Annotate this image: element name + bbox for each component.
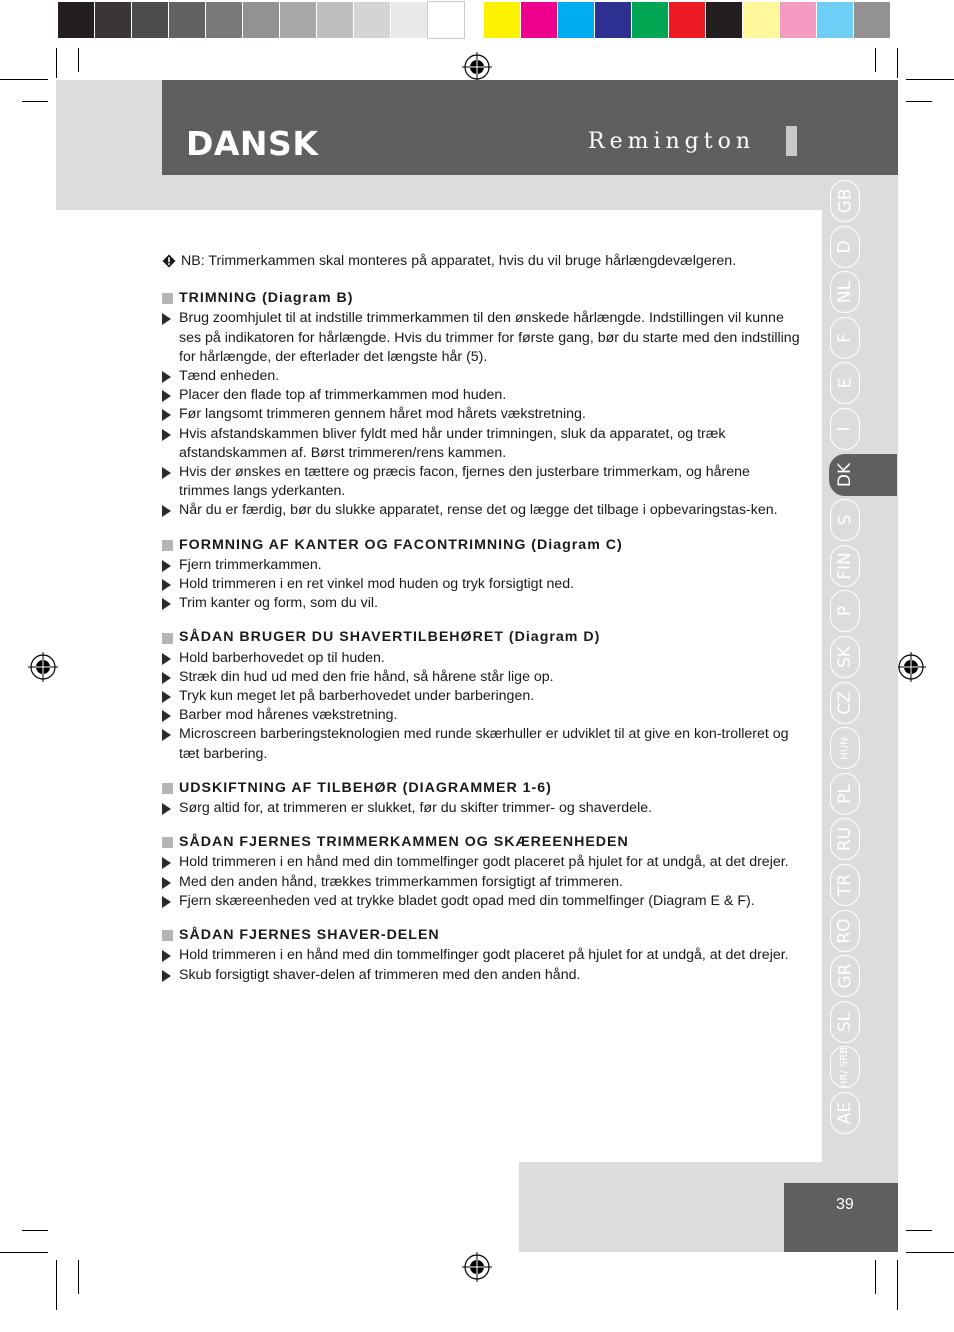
language-tab-ro[interactable] xyxy=(830,910,860,952)
triangle-bullet-icon xyxy=(162,857,171,869)
color-swatch xyxy=(169,2,205,38)
crop-mark xyxy=(906,79,954,80)
language-tab-sl[interactable] xyxy=(830,1001,860,1043)
triangle-bullet-icon xyxy=(162,390,171,402)
color-swatch xyxy=(428,2,464,38)
language-tab-label: NL xyxy=(834,281,855,304)
triangle-bullet-icon xyxy=(162,598,171,610)
list-item xyxy=(162,892,802,911)
square-bullet-icon xyxy=(162,540,173,551)
square-bullet-icon xyxy=(162,837,173,848)
list-item xyxy=(162,706,802,725)
list-item xyxy=(162,946,802,965)
section-heading-text: SÅDAN FJERNES TRIMMERKAMMEN OG SKÆREENHEDEN xyxy=(179,834,629,851)
list-item xyxy=(162,799,802,818)
list-item-text: Hold barberhovedet op til huden. xyxy=(179,649,385,666)
crop-mark xyxy=(0,1252,48,1253)
language-tab-hun[interactable] xyxy=(830,727,860,769)
section xyxy=(162,926,802,985)
list-item xyxy=(162,501,802,520)
list-item xyxy=(162,594,802,613)
section xyxy=(162,289,802,520)
language-tab-e[interactable] xyxy=(830,362,860,404)
section-heading-text: SÅDAN FJERNES SHAVER-DELEN xyxy=(179,927,440,944)
crop-mark xyxy=(56,1260,57,1310)
list-item-text: Fjern skæreenheden ved at trykke bladet godt opad med din tommelfinger (Diagram E & F). xyxy=(179,892,755,909)
crop-mark xyxy=(906,1252,954,1253)
color-swatch xyxy=(132,2,168,38)
list-item-text: Hvis der ønskes en tættere og præcis facon, fjernes den justerbare trimmerkam, og hårene trimmes langs yderkanten. xyxy=(179,464,750,500)
triangle-bullet-icon xyxy=(162,877,171,889)
triangle-bullet-icon xyxy=(162,579,171,591)
color-swatch xyxy=(354,2,390,38)
list-item xyxy=(162,386,802,405)
color-swatch xyxy=(817,2,853,38)
triangle-bullet-icon xyxy=(162,729,171,741)
list-item-text: Skub forsigtigt shaver-delen af trimmeren med den anden hånd. xyxy=(179,966,581,983)
language-tab-label: AE xyxy=(835,1101,855,1125)
list-item xyxy=(162,463,802,501)
triangle-bullet-icon xyxy=(162,467,171,479)
list-item xyxy=(162,649,802,668)
brand-logo: Remington xyxy=(588,129,755,154)
registration-mark-icon xyxy=(462,52,492,82)
section xyxy=(162,833,802,911)
language-tab-label: P xyxy=(834,606,855,617)
list-item xyxy=(162,668,802,687)
language-tab-hrsrb[interactable] xyxy=(830,1046,860,1088)
language-tab-i[interactable] xyxy=(830,408,860,450)
color-swatch xyxy=(521,2,557,38)
color-swatch xyxy=(95,2,131,38)
triangle-bullet-icon xyxy=(162,710,171,722)
color-swatch xyxy=(780,2,816,38)
list-item xyxy=(162,725,802,763)
language-tab-label: GB xyxy=(835,188,855,214)
list-item-text: Hold trimmeren i en ret vinkel mod huden og tryk forsigtigt ned. xyxy=(179,576,575,593)
list-item xyxy=(162,556,802,575)
language-tab-label: I xyxy=(834,426,855,432)
note-text: NB: Trimmerkammen skal monteres på apparatet, hvis du vil bruge hårlængdevælgeren. xyxy=(181,253,737,269)
triangle-bullet-icon xyxy=(162,691,171,703)
language-tab-label: TR xyxy=(834,873,855,897)
language-tab-label: RO xyxy=(834,917,855,944)
color-swatch xyxy=(280,2,316,38)
color-swatch xyxy=(206,2,242,38)
color-swatch xyxy=(595,2,631,38)
triangle-bullet-icon xyxy=(162,653,171,665)
list-item xyxy=(162,309,802,367)
list-item-text: Hold trimmeren i en hånd med din tommelfinger godt placeret på hjulet for at undgå, at det drejer. xyxy=(179,947,789,964)
language-tab-ru[interactable] xyxy=(830,818,860,860)
language-tab-cz[interactable] xyxy=(830,682,860,724)
language-tab-sk[interactable] xyxy=(830,636,860,678)
language-tab-s[interactable] xyxy=(830,499,860,541)
language-tab-p[interactable] xyxy=(830,590,860,632)
list-item-text: Tryk kun meget let på barberhovedet under barberingen. xyxy=(179,688,535,705)
color-swatch xyxy=(743,2,779,38)
color-swatch xyxy=(317,2,353,38)
language-tab-label: PL xyxy=(834,783,855,804)
sections xyxy=(162,289,802,985)
section-heading xyxy=(162,779,802,798)
section-heading-text: SÅDAN BRUGER DU SHAVERTILBEHØRET (Diagram D) xyxy=(179,629,601,646)
language-tab-label: S xyxy=(834,514,855,526)
triangle-bullet-icon xyxy=(162,672,171,684)
language-tab-label: HR/ SRB xyxy=(839,1046,851,1088)
crop-mark xyxy=(56,48,57,78)
language-tab-label: GR xyxy=(835,963,855,989)
triangle-bullet-icon xyxy=(162,409,171,421)
list-item xyxy=(162,966,802,985)
crop-mark xyxy=(78,48,79,72)
list-item xyxy=(162,425,802,463)
registration-mark-icon xyxy=(462,1252,492,1282)
color-swatch xyxy=(669,2,705,38)
language-tab-label: FIN xyxy=(834,552,855,580)
list-item-text: Hold trimmeren i en hånd med din tommelfinger godt placeret på hjulet for at undgå, at det drejer. xyxy=(179,854,789,871)
crop-mark xyxy=(78,1260,79,1294)
square-bullet-icon xyxy=(162,930,173,941)
language-tab-tr[interactable] xyxy=(830,864,860,906)
language-tab-label: SL xyxy=(834,1011,855,1032)
square-bullet-icon xyxy=(162,783,173,794)
crop-mark xyxy=(875,1260,876,1294)
triangle-bullet-icon xyxy=(162,560,171,572)
list-item xyxy=(162,575,802,594)
list-item xyxy=(162,405,802,424)
list-item-text: Fjern trimmerkammen. xyxy=(179,556,322,573)
language-tab-label: D xyxy=(835,240,855,254)
crop-mark xyxy=(897,48,898,78)
main-content xyxy=(162,252,802,1000)
language-tab-d[interactable] xyxy=(830,226,860,268)
language-tab-label: RU xyxy=(834,827,855,852)
list-item-text: Microscreen barberingsteknologien med runde skærhuller er udviklet til at give en kon-trolleret og tæt barbering. xyxy=(179,726,789,762)
section-heading xyxy=(162,536,802,555)
list-item xyxy=(162,853,802,872)
crop-mark xyxy=(22,101,48,102)
warning-diamond-icon xyxy=(162,254,176,268)
triangle-bullet-icon xyxy=(162,505,171,517)
section-heading-text: FORMNING AF KANTER OG FACONTRIMNING (Diagram C) xyxy=(179,536,623,553)
list-item-text: Stræk din hud ud med den frie hånd, så hårene står lige op. xyxy=(179,668,554,685)
triangle-bullet-icon xyxy=(162,429,171,441)
section xyxy=(162,536,802,614)
color-swatch xyxy=(243,2,279,38)
page-number-box xyxy=(784,1183,898,1252)
triangle-bullet-icon xyxy=(162,313,171,325)
crop-mark xyxy=(906,1230,932,1231)
list-item-text: Før langsomt trimmeren gennem håret mod hårets vækstretning. xyxy=(179,406,586,423)
print-grey-scale-bar xyxy=(58,2,465,38)
language-tab-f[interactable] xyxy=(830,317,860,359)
section-heading-text: TRIMNING (Diagram B) xyxy=(179,290,354,307)
square-bullet-icon xyxy=(162,293,173,304)
language-tab-nl[interactable] xyxy=(830,271,860,313)
section xyxy=(162,628,802,763)
list-item-text: Trim kanter og form, som du vil. xyxy=(179,595,378,612)
color-swatch xyxy=(484,2,520,38)
page-number: 39 xyxy=(836,1196,854,1213)
language-tab-pl[interactable] xyxy=(830,773,860,815)
section-heading xyxy=(162,926,802,945)
brand-accent-bar xyxy=(786,126,797,156)
list-item-text: Med den anden hånd, trækkes trimmerkammen forsigtigt af trimmeren. xyxy=(179,873,623,890)
list-item-text: Når du er færdig, bør du slukke apparatet, rense det og lægge det tilbage i opbevaringstas-ken. xyxy=(179,502,778,519)
language-tab-label: DK xyxy=(835,462,856,487)
triangle-bullet-icon xyxy=(162,803,171,815)
note xyxy=(162,252,802,271)
color-swatch xyxy=(58,2,94,38)
section-heading xyxy=(162,289,802,308)
crop-mark xyxy=(897,1260,898,1310)
list-item-text: Tænd enheden. xyxy=(179,368,280,385)
list-item-text: Hvis afstandskammen bliver fyldt med hår under trimningen, sluk da apparatet, og træk afstandskammen af. Børst trimmeren/rens kammen. xyxy=(179,425,726,461)
list-item xyxy=(162,873,802,892)
print-color-bar xyxy=(484,2,891,38)
triangle-bullet-icon xyxy=(162,896,171,908)
section-heading xyxy=(162,628,802,647)
list-item-text: Placer den flade top af trimmerkammen mod huden. xyxy=(179,387,507,404)
page-title: DANSK xyxy=(186,124,319,163)
language-tab-dk[interactable] xyxy=(829,454,897,496)
color-swatch xyxy=(854,2,890,38)
crop-mark xyxy=(0,79,48,80)
language-tab-label: SK xyxy=(834,646,855,668)
color-swatch xyxy=(558,2,594,38)
section-heading xyxy=(162,833,802,852)
color-swatch xyxy=(706,2,742,38)
language-tab-label: CZ xyxy=(835,690,855,715)
list-item-text: Barber mod hårenes vækstretning. xyxy=(179,707,398,724)
color-swatch xyxy=(632,2,668,38)
list-item xyxy=(162,687,802,706)
crop-mark xyxy=(22,1230,48,1231)
list-item xyxy=(162,367,802,386)
registration-mark-icon xyxy=(896,652,926,682)
language-tab-label: E xyxy=(835,378,855,389)
triangle-bullet-icon xyxy=(162,371,171,383)
language-tab-fin[interactable] xyxy=(830,545,860,587)
square-bullet-icon xyxy=(162,633,173,644)
registration-mark-icon xyxy=(28,652,58,682)
triangle-bullet-icon xyxy=(162,970,171,982)
language-tab-gr[interactable] xyxy=(830,955,860,997)
language-tab-label: F xyxy=(835,332,855,343)
color-swatch xyxy=(391,2,427,38)
language-tab-gb[interactable] xyxy=(830,180,860,222)
triangle-bullet-icon xyxy=(162,950,171,962)
language-tab-label: HUN xyxy=(839,737,851,760)
section-heading-text: UDSKIFTNING AF TILBEHØR (DIAGRAMMER 1-6) xyxy=(179,779,552,796)
crop-mark xyxy=(906,101,932,102)
section xyxy=(162,779,802,818)
list-item-text: Brug zoomhjulet til at indstille trimmerkammen til den ønskede hårlængde. Indstillingen vil kunne ses på indikatoren for hårlængde. Hvis du trimmer for første gang, bør du starte med den indstilling for hårlængde, der efterlader det længste hår (5). xyxy=(179,310,800,365)
language-tab-ae[interactable] xyxy=(830,1092,860,1134)
list-item-text: Sørg altid for, at trimmeren er slukket, før du skifter trimmer- og shaverdele. xyxy=(179,800,653,817)
crop-mark xyxy=(875,48,876,72)
